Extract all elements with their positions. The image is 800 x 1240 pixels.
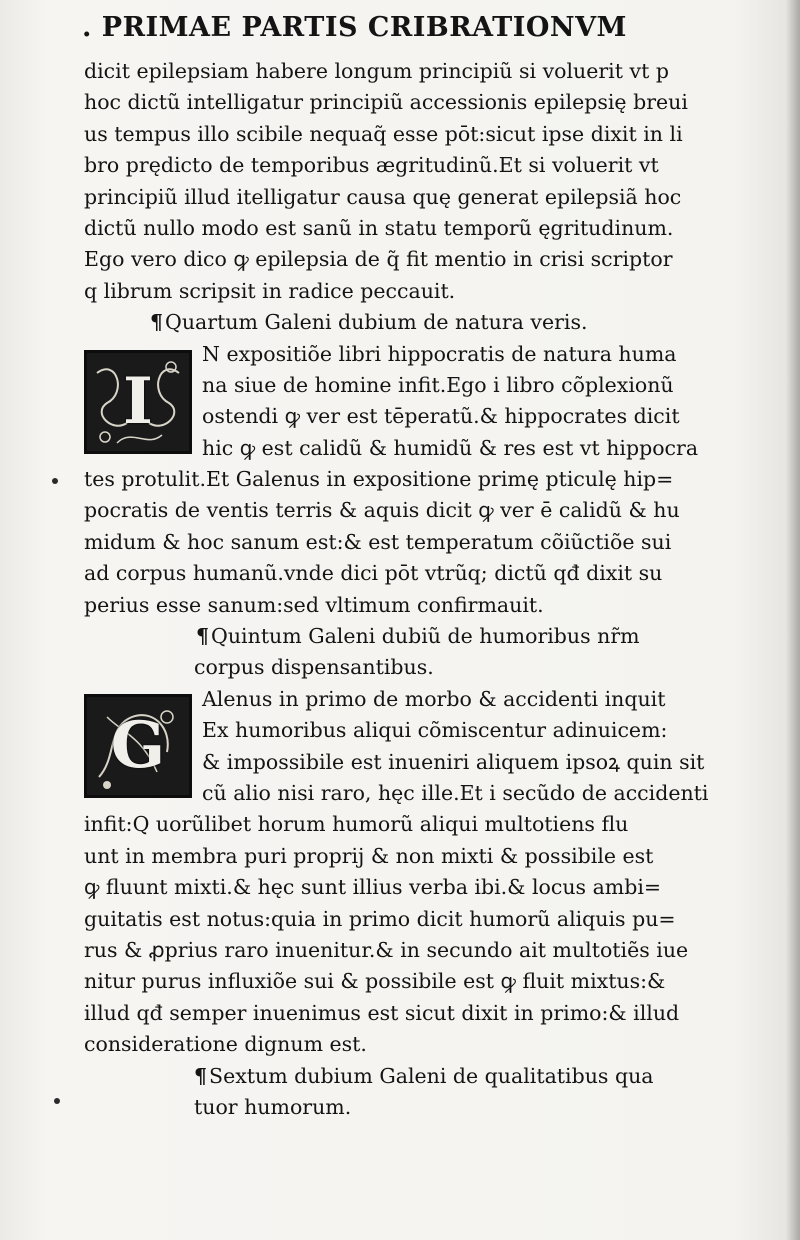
text-line: Alenus in primo de morbo & accidenti inquit xyxy=(202,686,666,711)
text-line: infit:Q uorũlibet horum humorũ aliqui multotiens flu xyxy=(84,812,629,837)
main-text xyxy=(84,56,744,1123)
section-heading-6 xyxy=(84,1061,744,1092)
text-line: bro prędicto de temporibus ægritudinũ.Et si voluerit vt xyxy=(84,153,659,178)
heading-continuation: corpus dispensantibus. xyxy=(194,655,434,680)
text-line: Ego vero dico ꝙ epilepsia de q̃ fit mentio in crisi scriptor xyxy=(84,247,673,272)
text-line: ostendi ꝙ ver est tēperatũ.& hippocrates dicit xyxy=(202,404,680,429)
heading-text: Quintum Galeni dubiũ de humoribus nr̃m xyxy=(211,624,640,649)
text-line: us tempus illo scibile nequaq̃ esse pōt:sicut ipse dixit in li xyxy=(84,121,683,146)
paragraph-mark-icon: ¶ xyxy=(150,310,164,335)
initial-letter: G xyxy=(110,708,166,783)
page-edge-shadow xyxy=(786,0,800,1240)
text-line: cũ alio nisi raro, hęc ille.Et i secũdo de accidenti xyxy=(202,780,709,805)
text-line: ad corpus humanũ.vnde dici pōt vtrũq; dictũ qđ dixit su xyxy=(84,561,663,586)
heading-continuation: tuor humorum. xyxy=(194,1094,352,1119)
heading-text: Quartum Galeni dubium de natura veris. xyxy=(165,310,588,335)
text-line: dicit epilepsiam habere longum principiũ si voluerit vt p xyxy=(84,59,669,83)
paragraph-mark-icon: ¶ xyxy=(196,624,210,649)
section-heading-4 xyxy=(84,307,744,338)
text-line: Ex humoribus aliqui cõmiscentur adinuicem: xyxy=(202,718,668,743)
text-line: illud qđ semper inuenimus est sicut dixit in primo:& illud xyxy=(84,1000,680,1025)
text-line: N expositiõe libri hippocratis de natura huma xyxy=(202,341,677,366)
text-line: guitatis est notus:quia in primo dicit humorũ aliquis pu= xyxy=(84,906,676,931)
text-line: rus & ꝓprius raro inuenitur.& in secundo ait multotiẽs iue xyxy=(84,937,689,962)
text-line: hic ꝙ est calidũ & humidũ & res est vt hippocra xyxy=(202,435,699,460)
text-line: pocratis de ventis terris & aquis dicit ꝙ ver ē calidũ & hu xyxy=(84,498,680,523)
text-line: ꝙ fluunt mixti.& hęc sunt illius verba ibi.& locus ambi= xyxy=(84,875,662,900)
text-line: hoc dictũ intelligatur principiũ accessionis epilepsię breui xyxy=(84,90,688,115)
text-line: consideratione dignum est. xyxy=(84,1032,367,1057)
heading-text: Sextum dubium Galeni de qualitatibus qua xyxy=(209,1063,654,1088)
text-line: principiũ illud itelligatur causa quę generat epilepsiã hoc xyxy=(84,184,682,209)
text-line: tes protulit.Et Galenus in expositione primę pticulę hip= xyxy=(84,467,674,492)
margin-speck xyxy=(54,1098,60,1104)
text-line: midum & hoc sanum est:& est temperatum cõiũctiõe sui xyxy=(84,529,672,554)
text-line: nitur purus influxiõe sui & possibile est ꝙ fluit mixtus:& xyxy=(84,969,666,994)
margin-speck xyxy=(52,478,58,484)
paragraph-mark-icon: ¶ xyxy=(194,1063,208,1088)
text-line: dictũ nullo modo est sanũ in statu temporũ ęgritudinum. xyxy=(84,215,674,240)
text-line: q librum scripsit in radice peccauit. xyxy=(84,278,456,303)
section-heading-5 xyxy=(84,621,744,652)
text-line: na siue de homine infit.Ego i libro cõplexionũ xyxy=(202,372,674,397)
running-title: . PRIMAE PARTIS CRIBRATIONVM xyxy=(82,12,627,43)
text-line: perius esse sanum:sed vltimum confirmauit. xyxy=(84,592,544,617)
text-line: & impossibile est inueniri aliquem ipsoꝝ quin sit xyxy=(202,749,705,774)
initial-letter: I xyxy=(123,364,153,439)
text-line: unt in membra puri proprij & non mixti & possibile est xyxy=(84,843,654,868)
